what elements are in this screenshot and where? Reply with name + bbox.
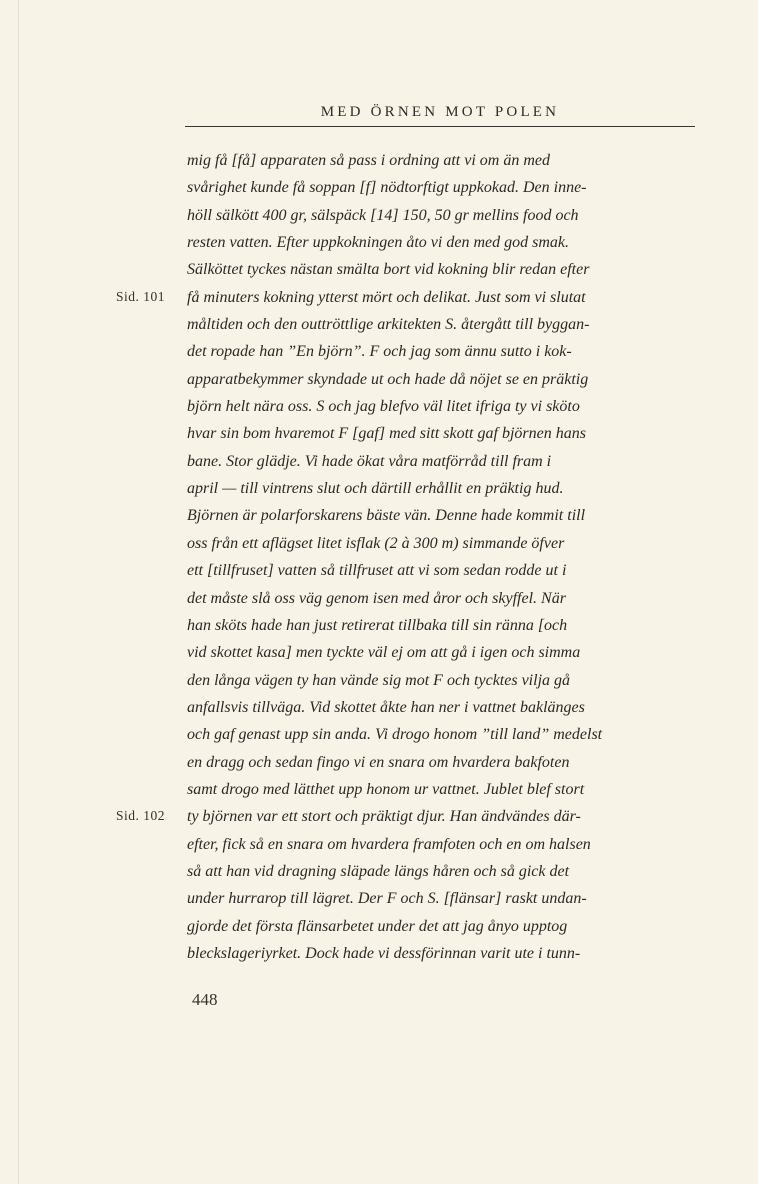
running-head: MED ÖRNEN MOT POLEN (320, 104, 560, 120)
text-line: resten vatten. Efter uppkokningen åto vi den med god smak. (187, 234, 569, 252)
text-line: svårighet kunde få soppan [f] nödtorftigt uppkokad. Den inne- (187, 179, 587, 197)
text-line: hvar sin bom hvaremot F [gaf] med sitt skott gaf björnen hans (187, 425, 586, 443)
text-line: det ropade han ”En björn”. F och jag som ännu sutto i kok- (187, 343, 572, 361)
margin-note-sid-102: Sid. 102 (116, 808, 166, 824)
text-line: Björnen är polarforskarens bäste vän. Denne hade kommit till (187, 507, 586, 525)
text-line: det måste slå oss väg genom isen med åror och skyffel. När (187, 589, 566, 607)
text-line: höll sälkött 400 gr, sälspäck [14] 150, 50 gr mellins food och (187, 206, 579, 224)
text-line: gjorde det första flänsarbetet under det att jag ånyo upptog (187, 917, 568, 935)
text-line: Sälköttet tyckes nästan smälta bort vid kokning blir redan efter (187, 261, 590, 279)
text-line: samt drogo med lätthet upp honom ur vattnet. Jublet blef stort (187, 780, 585, 798)
text-line: bane. Stor glädje. Vi hade ökat våra matförråd till fram i (187, 452, 552, 470)
text-line: efter, fick så en snara om hvardera framfoten och en om halsen (187, 835, 591, 853)
text-line: under hurrarop till lägret. Der F och S. [flänsar] raskt undan- (187, 890, 587, 908)
page-edge (18, 0, 19, 1184)
text-line: måltiden och den outtröttlige arkitekten S. återgått till byggan- (187, 316, 590, 334)
text-line: april — till vintrens slut och därtill erhållit en präktig hud. (187, 480, 564, 498)
text-line: anfallsvis tillväga. Vid skottet åkte han ner i vattnet baklänges (187, 698, 585, 716)
text-line: mig få [få] apparaten så pass i ordning att vi om än med (187, 152, 550, 169)
text-line: apparatbekymmer skyndade ut och hade då nöjet se en präktig (187, 370, 589, 388)
text-line: vid skottet kasa] men tyckte väl ej om att gå i igen och simma (187, 644, 581, 662)
page-number: 448 (192, 990, 218, 1009)
header-rule (185, 126, 695, 127)
text-line: få minuters kokning ytterst mört och delikat. Just som vi slutat (187, 288, 586, 306)
text-line: bleckslageriyrket. Dock hade vi dessförinnan varit ute i tunn- (187, 944, 581, 962)
text-line: en dragg och sedan fingo vi en snara om hvardera bakfoten (187, 753, 570, 771)
text-line: ett [tillfruset] vatten så tillfruset att vi som sedan rodde ut i (187, 562, 567, 580)
text-line: ty björnen var ett stort och präktigt djur. Han ändvändes där- (187, 808, 581, 826)
text-line: björn helt nära oss. S och jag blefvo väl litet ifriga ty vi sköto (187, 398, 580, 416)
margin-note-sid-101: Sid. 101 (116, 288, 166, 304)
text-line: oss från ett aflägset litet isflak (2 à 300 m) simmande öfver (187, 534, 565, 552)
text-line: den långa vägen ty han vände sig mot F och tycktes vilja gå (187, 671, 571, 689)
body-text (187, 147, 707, 967)
text-line: han sköts hade han just retirerat tillbaka till sin ränna [och (187, 616, 568, 634)
text-line: och gaf genast upp sin anda. Vi drogo honom ”till land” medelst (187, 726, 603, 744)
text-line: så att han vid dragning släpade längs håren och så gick det (187, 862, 570, 880)
